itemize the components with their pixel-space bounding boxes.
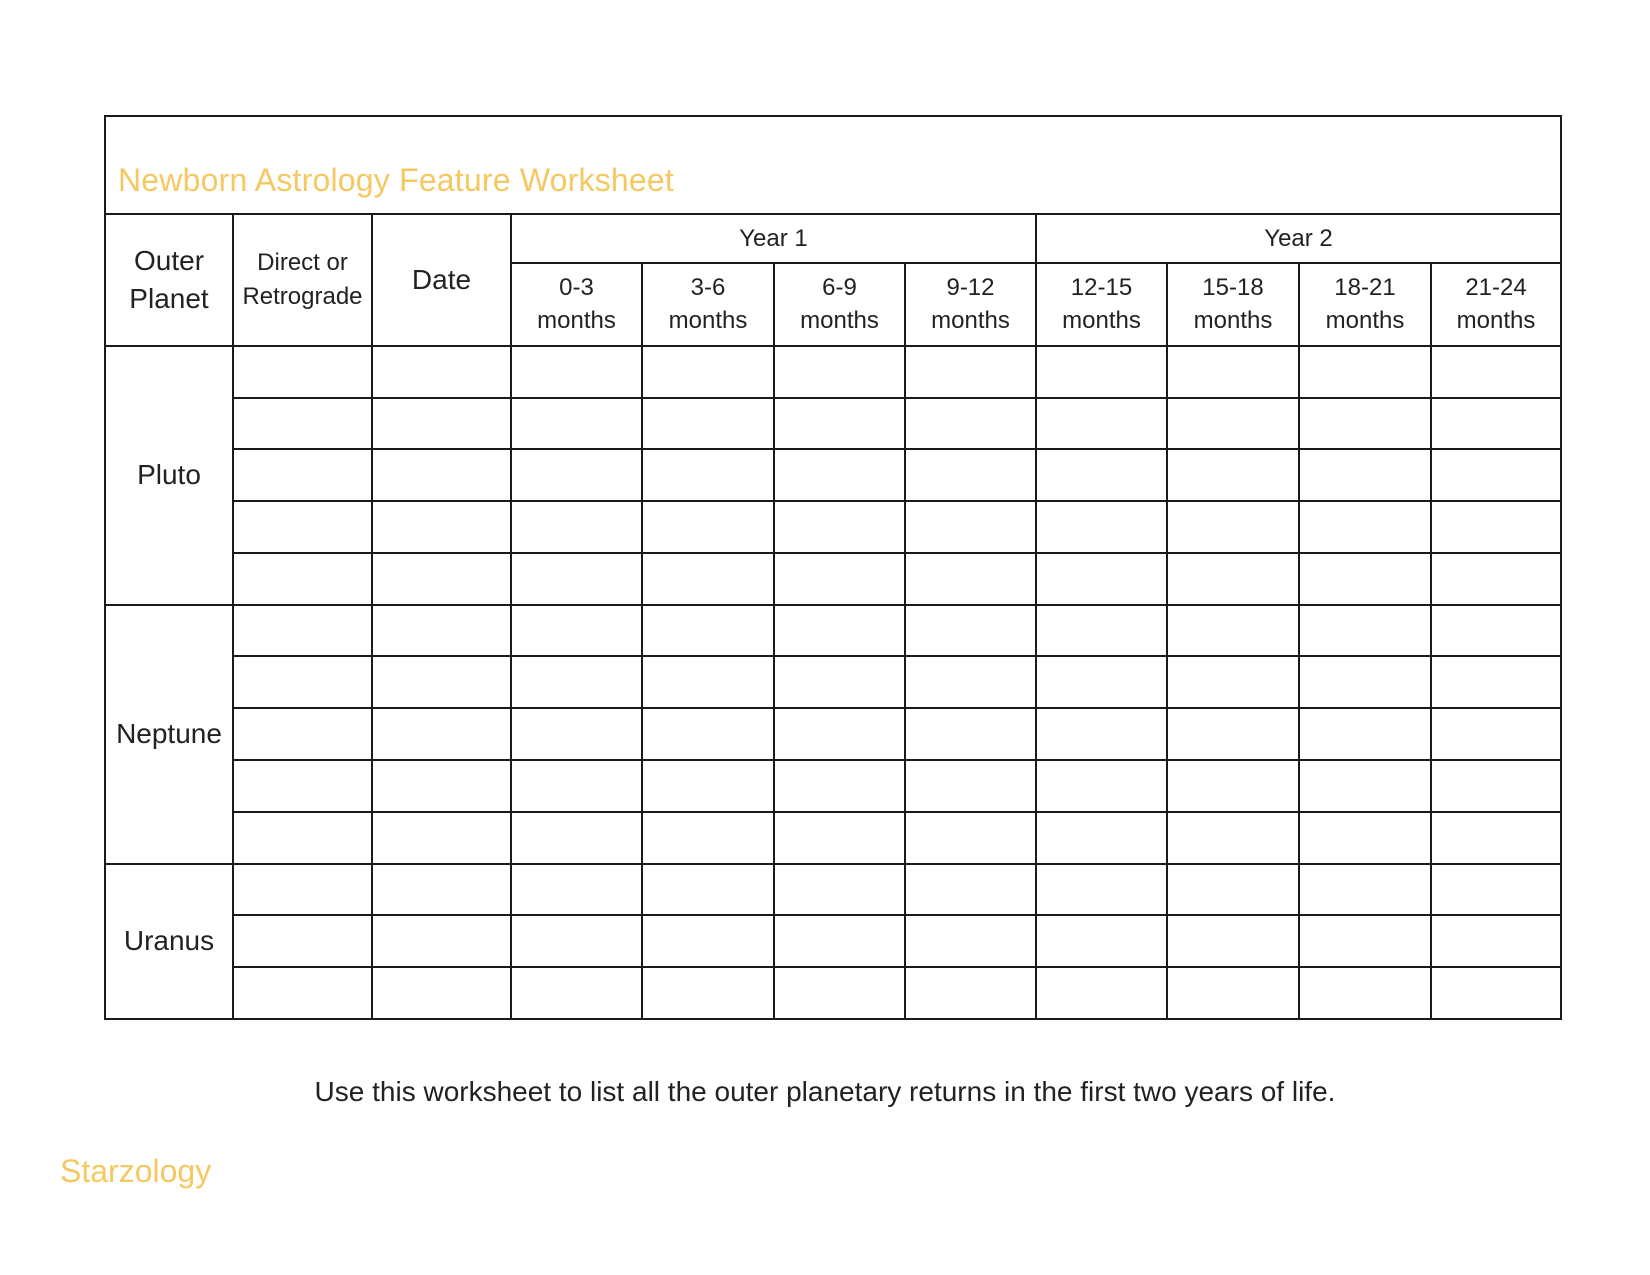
entry-cell[interactable]: [774, 605, 905, 657]
entry-cell[interactable]: [372, 605, 511, 657]
entry-cell[interactable]: [233, 760, 372, 812]
period-unit: months: [1193, 307, 1273, 335]
entry-cell[interactable]: [233, 915, 372, 967]
year-2-label: Year 2: [1264, 224, 1333, 252]
year-1-header: [511, 214, 1036, 263]
entry-cell[interactable]: [905, 967, 1036, 1019]
entry-cell[interactable]: [905, 915, 1036, 967]
entry-cell[interactable]: [1167, 501, 1299, 553]
entry-cell[interactable]: [233, 346, 372, 398]
entry-cell[interactable]: [1167, 656, 1299, 708]
entry-cell[interactable]: [774, 760, 905, 812]
entry-cell[interactable]: [774, 398, 905, 450]
planet-name: Neptune: [116, 718, 222, 750]
direct-header-line2: Retrograde: [242, 283, 363, 311]
entry-cell[interactable]: [774, 553, 905, 605]
entry-cell[interactable]: [1431, 605, 1561, 657]
entry-cell[interactable]: [905, 656, 1036, 708]
year-2-header: [1036, 214, 1561, 263]
entry-cell[interactable]: [642, 915, 774, 967]
period-range: 9-12: [946, 274, 995, 302]
entry-cell[interactable]: [642, 605, 774, 657]
entry-cell[interactable]: [511, 864, 642, 916]
entry-cell[interactable]: [905, 346, 1036, 398]
entry-cell[interactable]: [905, 760, 1036, 812]
entry-cell[interactable]: [1299, 656, 1431, 708]
entry-cell[interactable]: [1299, 864, 1431, 916]
entry-cell[interactable]: [233, 449, 372, 501]
period-header: [1167, 263, 1299, 346]
entry-cell[interactable]: [511, 346, 642, 398]
entry-cell[interactable]: [1167, 864, 1299, 916]
entry-cell[interactable]: [774, 708, 905, 760]
period-unit: months: [1325, 307, 1405, 335]
entry-cell[interactable]: [642, 967, 774, 1019]
entry-cell[interactable]: [774, 449, 905, 501]
entry-cell[interactable]: [1167, 915, 1299, 967]
entry-cell[interactable]: [1299, 812, 1431, 864]
entry-cell[interactable]: [1036, 656, 1167, 708]
entry-cell[interactable]: [1431, 915, 1561, 967]
entry-cell[interactable]: [1167, 346, 1299, 398]
table-row: [105, 812, 1561, 864]
entry-cell[interactable]: [1299, 501, 1431, 553]
entry-cell[interactable]: [642, 449, 774, 501]
entry-cell[interactable]: [642, 553, 774, 605]
entry-cell[interactable]: [372, 449, 511, 501]
entry-cell[interactable]: [511, 501, 642, 553]
entry-cell[interactable]: [905, 398, 1036, 450]
period-header: [1431, 263, 1561, 346]
entry-cell[interactable]: [372, 553, 511, 605]
entry-cell[interactable]: [905, 708, 1036, 760]
entry-cell[interactable]: [233, 553, 372, 605]
entry-cell[interactable]: [1036, 398, 1167, 450]
entry-cell[interactable]: [511, 553, 642, 605]
entry-cell[interactable]: [1167, 760, 1299, 812]
table-row: [105, 501, 1561, 553]
entry-cell[interactable]: [1299, 346, 1431, 398]
entry-cell[interactable]: [1299, 449, 1431, 501]
table-row: [105, 605, 1561, 657]
entry-cell[interactable]: [1431, 553, 1561, 605]
entry-cell[interactable]: [774, 656, 905, 708]
entry-cell[interactable]: [1299, 967, 1431, 1019]
entry-cell[interactable]: [774, 501, 905, 553]
direct-retrograde-header: [233, 214, 372, 346]
entry-cell[interactable]: [642, 760, 774, 812]
table-row: [105, 864, 1561, 916]
worksheet-title: Newborn Astrology Feature Worksheet: [118, 162, 674, 199]
entry-cell[interactable]: [511, 605, 642, 657]
period-range: 12-15: [1070, 274, 1133, 302]
entry-cell[interactable]: [1036, 915, 1167, 967]
period-header: [511, 263, 642, 346]
entry-cell[interactable]: [233, 398, 372, 450]
entry-cell[interactable]: [1036, 553, 1167, 605]
entry-cell[interactable]: [1036, 605, 1167, 657]
entry-cell[interactable]: [1299, 915, 1431, 967]
entry-cell[interactable]: [372, 501, 511, 553]
entry-cell[interactable]: [233, 864, 372, 916]
worksheet-table: [104, 115, 1562, 1020]
entry-cell[interactable]: [511, 449, 642, 501]
entry-cell[interactable]: [642, 656, 774, 708]
entry-cell[interactable]: [1036, 864, 1167, 916]
entry-cell[interactable]: [774, 864, 905, 916]
entry-cell[interactable]: [1431, 708, 1561, 760]
period-unit: months: [1456, 307, 1536, 335]
entry-cell[interactable]: [774, 812, 905, 864]
entry-cell[interactable]: [372, 967, 511, 1019]
title-row: [105, 116, 1561, 214]
entry-cell[interactable]: [1167, 553, 1299, 605]
entry-cell[interactable]: [642, 812, 774, 864]
entry-cell[interactable]: [905, 449, 1036, 501]
outer-planet-header: [105, 214, 233, 346]
period-range: 3-6: [690, 274, 726, 302]
entry-cell[interactable]: [1036, 760, 1167, 812]
entry-cell[interactable]: [1036, 449, 1167, 501]
entry-cell[interactable]: [372, 708, 511, 760]
entry-cell[interactable]: [233, 812, 372, 864]
entry-cell[interactable]: [1036, 967, 1167, 1019]
entry-cell[interactable]: [372, 864, 511, 916]
entry-cell[interactable]: [233, 967, 372, 1019]
table-row: [105, 760, 1561, 812]
period-header: [774, 263, 905, 346]
period-range: 15-18: [1202, 274, 1264, 302]
entry-cell[interactable]: [511, 812, 642, 864]
period-range: 21-24: [1465, 274, 1527, 302]
entry-cell[interactable]: [1167, 812, 1299, 864]
entry-cell[interactable]: [372, 398, 511, 450]
period-unit: months: [800, 307, 879, 335]
table-row: [105, 398, 1561, 450]
entry-cell[interactable]: [1431, 398, 1561, 450]
direct-header-line1: Direct or: [257, 249, 348, 277]
entry-cell[interactable]: [1431, 760, 1561, 812]
period-range: 18-21: [1334, 274, 1396, 302]
period-header: [1299, 263, 1431, 346]
entry-cell[interactable]: [905, 501, 1036, 553]
entry-cell[interactable]: [511, 967, 642, 1019]
entry-cell[interactable]: [372, 346, 511, 398]
entry-cell[interactable]: [1167, 967, 1299, 1019]
entry-cell[interactable]: [511, 398, 642, 450]
table-row: [105, 967, 1561, 1019]
planet-name: Uranus: [123, 925, 215, 957]
period-header: [642, 263, 774, 346]
entry-cell[interactable]: [774, 915, 905, 967]
title-cell: [105, 116, 1561, 214]
entry-cell[interactable]: [642, 501, 774, 553]
entry-cell[interactable]: [1167, 708, 1299, 760]
entry-cell[interactable]: [1431, 864, 1561, 916]
date-header-label: Date: [411, 264, 472, 296]
entry-cell[interactable]: [372, 915, 511, 967]
entry-cell[interactable]: [1299, 398, 1431, 450]
entry-cell[interactable]: [1167, 605, 1299, 657]
entry-cell[interactable]: [905, 605, 1036, 657]
planet-name-cell: [105, 346, 233, 605]
table-row: [105, 346, 1561, 398]
table-row: [105, 915, 1561, 967]
header-row-years: [105, 214, 1561, 263]
entry-cell[interactable]: [642, 398, 774, 450]
entry-cell[interactable]: [642, 864, 774, 916]
period-header: [1036, 263, 1167, 346]
period-unit: months: [537, 307, 616, 335]
entry-cell[interactable]: [1036, 346, 1167, 398]
entry-cell[interactable]: [642, 346, 774, 398]
entry-cell[interactable]: [233, 708, 372, 760]
entry-cell[interactable]: [1431, 501, 1561, 553]
entry-cell[interactable]: [372, 656, 511, 708]
entry-cell[interactable]: [511, 915, 642, 967]
period-unit: months: [931, 307, 1010, 335]
worksheet-instructions: Use this worksheet to list all the outer planetary returns in the first two years of life.: [314, 1076, 1336, 1107]
table-row: [105, 449, 1561, 501]
entry-cell[interactable]: [774, 346, 905, 398]
entry-cell[interactable]: [1299, 760, 1431, 812]
entry-cell[interactable]: [905, 864, 1036, 916]
entry-cell[interactable]: [1299, 553, 1431, 605]
entry-cell[interactable]: [1431, 812, 1561, 864]
planet-name: Pluto: [137, 459, 201, 491]
entry-cell[interactable]: [233, 656, 372, 708]
entry-cell[interactable]: [233, 501, 372, 553]
entry-cell[interactable]: [1299, 708, 1431, 760]
entry-cell[interactable]: [774, 967, 905, 1019]
outer-planet-header-line2: Planet: [129, 283, 209, 315]
entry-cell[interactable]: [1036, 708, 1167, 760]
date-header: [372, 214, 511, 346]
entry-cell[interactable]: [1431, 656, 1561, 708]
entry-cell[interactable]: [1167, 449, 1299, 501]
entry-cell[interactable]: [1036, 501, 1167, 553]
entry-cell[interactable]: [511, 708, 642, 760]
entry-cell[interactable]: [511, 656, 642, 708]
planet-name-cell: [105, 864, 233, 1019]
period-unit: months: [668, 307, 748, 335]
entry-cell[interactable]: [1431, 449, 1561, 501]
entry-cell[interactable]: [233, 605, 372, 657]
entry-cell[interactable]: [511, 760, 642, 812]
planet-name-cell: [105, 605, 233, 864]
entry-cell[interactable]: [1167, 398, 1299, 450]
entry-cell[interactable]: [905, 553, 1036, 605]
entry-cell[interactable]: [642, 708, 774, 760]
period-range: 6-9: [822, 274, 857, 302]
table-row: [105, 553, 1561, 605]
table-row: [105, 708, 1561, 760]
entry-cell[interactable]: [1036, 812, 1167, 864]
entry-cell[interactable]: [1431, 967, 1561, 1019]
entry-cell[interactable]: [1299, 605, 1431, 657]
period-unit: months: [1062, 307, 1141, 335]
table-row: [105, 656, 1561, 708]
period-header: [905, 263, 1036, 346]
entry-cell[interactable]: [905, 812, 1036, 864]
brand-logo-text: Starzology: [60, 1153, 212, 1189]
outer-planet-header-line1: Outer: [133, 245, 205, 277]
entry-cell[interactable]: [372, 760, 511, 812]
entry-cell[interactable]: [372, 812, 511, 864]
entry-cell[interactable]: [1431, 346, 1561, 398]
year-1-label: Year 1: [739, 224, 808, 252]
period-range: 0-3: [559, 274, 594, 302]
